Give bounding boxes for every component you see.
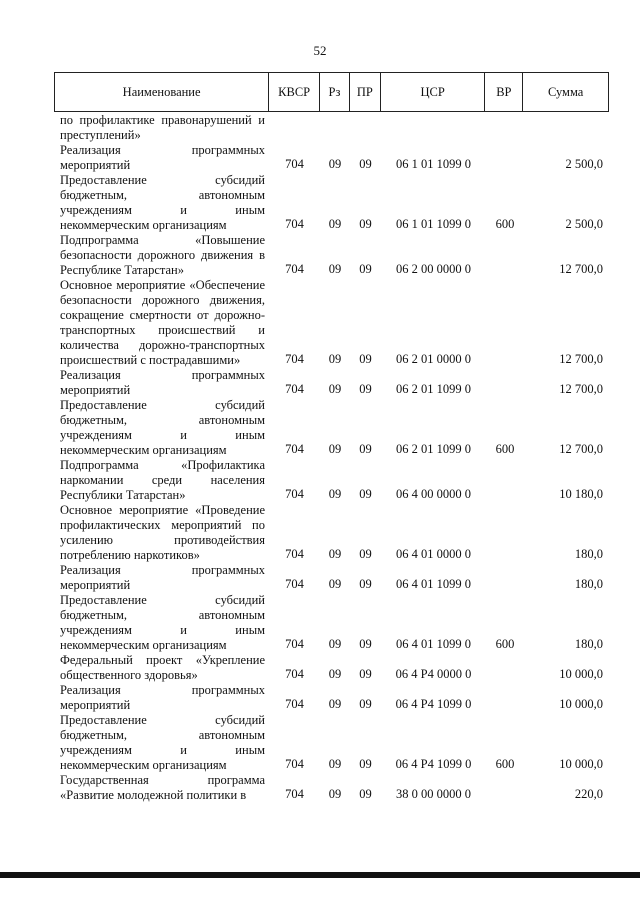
row-pr: 09 bbox=[359, 577, 372, 591]
table-row bbox=[54, 503, 609, 563]
row-vr bbox=[486, 712, 524, 713]
row-pr: 09 bbox=[359, 352, 372, 366]
row-name: Предоставление субсидий бюджетным, автономным учреждениям и иным некоммерческим организациям bbox=[60, 593, 265, 652]
row-pr: 09 bbox=[359, 262, 372, 276]
row-rz: 09 bbox=[328, 667, 342, 681]
row-csr: 06 2 00 0000 0 bbox=[396, 262, 471, 276]
table-row bbox=[54, 368, 609, 398]
row-kvsr: 704 bbox=[285, 382, 304, 396]
row-kvsr: 704 bbox=[285, 787, 304, 801]
header-pr: ПР bbox=[350, 73, 381, 111]
row-vr bbox=[486, 802, 524, 803]
table-body bbox=[54, 113, 609, 803]
row-name: Предоставление субсидий бюджетным, автономным учреждениям и иным некоммерческим организациям bbox=[60, 398, 265, 457]
row-sum: 2 500,0 bbox=[565, 157, 603, 171]
row-vr bbox=[486, 397, 524, 398]
table-row bbox=[54, 143, 609, 173]
row-kvsr: 704 bbox=[285, 637, 304, 651]
header-name: Наименование bbox=[55, 73, 269, 111]
row-sum: 10 000,0 bbox=[559, 697, 603, 711]
row-vr bbox=[486, 172, 524, 173]
row-pr: 09 bbox=[359, 547, 372, 561]
row-kvsr: 704 bbox=[285, 157, 304, 171]
row-sum: 12 700,0 bbox=[559, 442, 603, 456]
row-vr bbox=[486, 277, 524, 278]
row-rz: 09 bbox=[328, 262, 342, 276]
row-vr: 600 bbox=[495, 757, 515, 771]
row-csr: 06 1 01 1099 0 bbox=[396, 217, 471, 231]
row-name: Реализация программных мероприятий bbox=[60, 683, 265, 712]
row-kvsr: 704 bbox=[285, 577, 304, 591]
row-kvsr: 704 bbox=[285, 352, 304, 366]
row-pr: 09 bbox=[359, 217, 372, 231]
row-pr: 09 bbox=[359, 382, 372, 396]
row-rz: 09 bbox=[328, 697, 342, 711]
row-vr bbox=[486, 502, 524, 503]
row-sum: 10 180,0 bbox=[559, 487, 603, 501]
row-sum: 12 700,0 bbox=[559, 382, 603, 396]
table-row bbox=[54, 773, 609, 803]
header-sum: Сумма bbox=[547, 84, 584, 99]
row-sum: 180,0 bbox=[574, 577, 603, 591]
row-kvsr: 704 bbox=[285, 757, 304, 771]
row-sum: 12 700,0 bbox=[559, 262, 603, 276]
row-name: по профилактике правонарушений и преступлений» bbox=[60, 113, 265, 142]
row-kvsr: 704 bbox=[285, 487, 304, 501]
row-rz: 09 bbox=[328, 637, 342, 651]
table-row bbox=[54, 563, 609, 593]
row-rz bbox=[320, 142, 350, 143]
row-vr: 600 bbox=[495, 637, 515, 651]
row-csr: 06 2 01 1099 0 bbox=[396, 442, 471, 456]
table-row bbox=[54, 653, 609, 683]
row-vr bbox=[486, 367, 524, 368]
row-sum: 180,0 bbox=[574, 637, 603, 651]
row-sum: 2 500,0 bbox=[565, 217, 603, 231]
row-name: Основное мероприятие «Проведение профилактических мероприятий по усилению противодействия потреблению наркотиков» bbox=[60, 503, 265, 562]
row-name: Предоставление субсидий бюджетным, автономным учреждениям и иным некоммерческим организациям bbox=[60, 713, 265, 772]
table-row bbox=[54, 233, 609, 278]
row-kvsr: 704 bbox=[285, 697, 304, 711]
row-pr: 09 bbox=[359, 442, 372, 456]
row-csr: 06 1 01 1099 0 bbox=[396, 157, 471, 171]
row-name: Реализация программных мероприятий bbox=[60, 563, 265, 592]
row-pr: 09 bbox=[359, 787, 372, 801]
row-kvsr: 704 bbox=[285, 442, 304, 456]
table-row bbox=[54, 173, 609, 233]
scan-edge-bar bbox=[0, 872, 640, 878]
row-csr: 06 2 01 0000 0 bbox=[396, 352, 471, 366]
row-kvsr bbox=[269, 142, 320, 143]
row-rz: 09 bbox=[328, 442, 342, 456]
header-rz: Рз bbox=[320, 73, 350, 111]
row-sum: 12 700,0 bbox=[559, 352, 603, 366]
row-name: Реализация программных мероприятий bbox=[60, 143, 265, 172]
row-kvsr: 704 bbox=[285, 547, 304, 561]
row-pr: 09 bbox=[359, 757, 372, 771]
row-rz: 09 bbox=[328, 157, 342, 171]
header-csr: ЦСР bbox=[381, 73, 486, 111]
row-csr: 06 4 01 1099 0 bbox=[396, 637, 471, 651]
row-csr: 06 4 01 1099 0 bbox=[396, 577, 471, 591]
row-pr: 09 bbox=[359, 637, 372, 651]
header-kvsr: КВСР bbox=[269, 73, 320, 111]
row-csr: 06 4 00 0000 0 bbox=[396, 487, 471, 501]
row-csr: 38 0 00 0000 0 bbox=[396, 787, 471, 801]
row-pr: 09 bbox=[359, 157, 372, 171]
table-row bbox=[54, 713, 609, 773]
row-csr: 06 4 01 0000 0 bbox=[396, 547, 471, 561]
row-vr bbox=[486, 562, 524, 563]
table-row bbox=[54, 398, 609, 458]
row-pr: 09 bbox=[359, 667, 372, 681]
table-row bbox=[54, 683, 609, 713]
row-csr: 06 4 Р4 1099 0 bbox=[395, 697, 472, 711]
table-row bbox=[54, 113, 609, 143]
row-sum: 220,0 bbox=[574, 787, 603, 801]
row-name: Подпрограмма «Профилактика наркомании среди населения Республики Татарстан» bbox=[60, 458, 265, 502]
row-sum bbox=[524, 142, 609, 143]
row-sum: 10 000,0 bbox=[559, 667, 603, 681]
row-kvsr: 704 bbox=[285, 217, 304, 231]
row-vr bbox=[486, 682, 524, 683]
row-rz: 09 bbox=[328, 487, 342, 501]
row-pr bbox=[350, 142, 381, 143]
row-csr: 06 4 Р4 0000 0 bbox=[395, 667, 472, 681]
row-csr bbox=[381, 142, 486, 143]
row-kvsr: 704 bbox=[285, 262, 304, 276]
row-name: Федеральный проект «Укрепление общественного здоровья» bbox=[60, 653, 265, 682]
row-rz: 09 bbox=[328, 547, 342, 561]
row-vr: 600 bbox=[495, 217, 515, 231]
table-header bbox=[54, 72, 609, 112]
row-rz: 09 bbox=[328, 352, 342, 366]
table-row bbox=[54, 458, 609, 503]
row-name: Государственная программа «Развитие молодежной политики в bbox=[60, 773, 265, 802]
row-rz: 09 bbox=[328, 757, 342, 771]
row-name: Реализация программных мероприятий bbox=[60, 368, 265, 397]
row-vr bbox=[486, 142, 524, 143]
row-csr: 06 2 01 1099 0 bbox=[396, 382, 471, 396]
row-pr: 09 bbox=[359, 487, 372, 501]
budget-table bbox=[54, 72, 609, 803]
row-rz: 09 bbox=[328, 787, 342, 801]
row-name: Основное мероприятие «Обеспечение безопасности дорожного движения, сокращение смертности от дорожно-транспортных происшествий и количества дорожно-транспортных происшествий с пострадавшими» bbox=[60, 278, 265, 367]
row-vr bbox=[486, 592, 524, 593]
row-csr: 06 4 Р4 1099 0 bbox=[395, 757, 472, 771]
table-row bbox=[54, 278, 609, 368]
row-pr: 09 bbox=[359, 697, 372, 711]
row-sum: 180,0 bbox=[574, 547, 603, 561]
page-number: 52 bbox=[313, 43, 327, 58]
row-sum: 10 000,0 bbox=[559, 757, 603, 771]
row-rz: 09 bbox=[328, 217, 342, 231]
row-kvsr: 704 bbox=[285, 667, 304, 681]
row-rz: 09 bbox=[328, 577, 342, 591]
row-vr: 600 bbox=[495, 442, 515, 456]
header-vr: ВР bbox=[485, 73, 523, 111]
row-name: Предоставление субсидий бюджетным, автономным учреждениям и иным некоммерческим организациям bbox=[60, 173, 265, 232]
row-name: Подпрограмма «Повышение безопасности дорожного движения в Республике Татарстан» bbox=[60, 233, 265, 277]
table-row bbox=[54, 593, 609, 653]
row-rz: 09 bbox=[328, 382, 342, 396]
